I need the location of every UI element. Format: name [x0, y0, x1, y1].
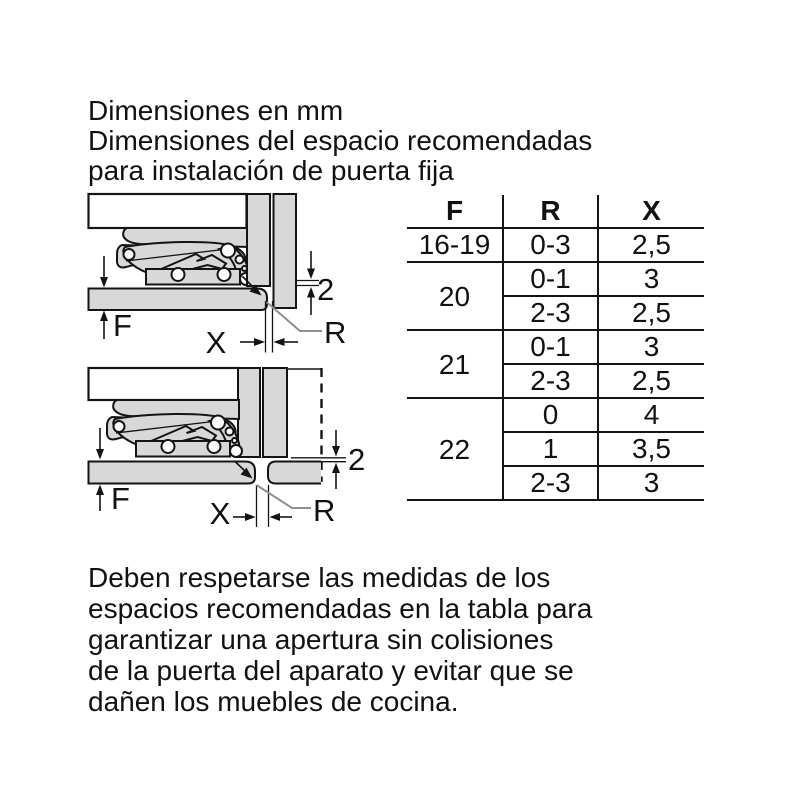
- cell-f: 20: [407, 262, 503, 330]
- arrow-down-icon: [307, 269, 315, 280]
- dimensions-table: [407, 195, 704, 501]
- cell-x: 3: [598, 466, 704, 500]
- cell-r: 0-1: [503, 330, 598, 364]
- arrow-down-icon: [332, 446, 340, 457]
- arrow-left-icon: [274, 338, 285, 346]
- appliance-door-panel: [238, 368, 260, 457]
- arrow-down-icon: [96, 449, 104, 460]
- table-header-r: R: [503, 195, 598, 228]
- cell-r: 0-1: [503, 262, 598, 296]
- cell-r: 0-3: [503, 228, 598, 262]
- cell-x: 3,5: [598, 432, 704, 466]
- note-line-2: espacios recomendadas en la tabla para: [88, 593, 593, 624]
- note-line-4: de la puerta del aparato y evitar que se: [88, 655, 574, 686]
- fixed-door-panel: [263, 368, 287, 457]
- table-row: [407, 398, 704, 432]
- cabinet-panel: [89, 194, 247, 228]
- title-line-3: para instalación de puerta fija: [88, 155, 454, 186]
- arrow-left-icon: [270, 513, 281, 521]
- dim-label-gap: 2: [348, 442, 366, 477]
- dim-label-x: X: [205, 325, 227, 360]
- diagram-bottom: [89, 368, 366, 531]
- cell-x: 4: [598, 398, 704, 432]
- arrow-right-icon: [245, 513, 256, 521]
- note-line-3: garantizar una apertura sin colisiones: [88, 624, 554, 655]
- arrow-up-icon: [100, 311, 108, 322]
- cell-x: 3: [598, 262, 704, 296]
- cabinet-panel: [89, 368, 239, 400]
- arrow-up-icon: [307, 287, 315, 298]
- cell-r: 2-3: [503, 364, 598, 398]
- diagram-top: [89, 194, 347, 360]
- arrow-right-icon: [254, 338, 265, 346]
- cell-x: 2,5: [598, 228, 704, 262]
- adjacent-front-panel: [268, 462, 321, 484]
- appliance-door-panel: [247, 194, 270, 286]
- table-header-x: X: [598, 195, 704, 228]
- cell-r: 2-3: [503, 466, 598, 500]
- cell-f: 16-19: [407, 228, 503, 262]
- dim-label-gap: 2: [317, 272, 335, 307]
- dim-label-f: F: [111, 481, 130, 516]
- arrow-up-icon: [332, 463, 340, 473]
- table-header-f: F: [407, 195, 503, 228]
- note-paragraph: [88, 562, 592, 717]
- fixed-door-panel: [274, 194, 297, 308]
- page-title: [88, 96, 592, 186]
- arrow-down-icon: [100, 277, 108, 288]
- note-line-5: dañen los muebles de cocina.: [88, 686, 459, 717]
- table-row: [407, 262, 704, 296]
- cell-f: 22: [407, 398, 503, 500]
- cell-r: 1: [503, 432, 598, 466]
- dim-label-x: X: [209, 496, 231, 531]
- dim-label-r: R: [324, 315, 347, 350]
- table-row: [407, 228, 704, 262]
- cell-r: 2-3: [503, 296, 598, 330]
- radius-leader-line: [257, 485, 312, 508]
- dim-label-r: R: [313, 493, 336, 528]
- hinge-diagrams: [75, 180, 385, 545]
- arrow-up-icon: [96, 485, 104, 496]
- cell-f: 21: [407, 330, 503, 398]
- title-line-2: Dimensiones del espacio recomendadas: [88, 125, 593, 156]
- cell-r: 0: [503, 398, 598, 432]
- title-line-1: Dimensiones en mm: [88, 95, 344, 126]
- table-row: [407, 330, 704, 364]
- cell-x: 2,5: [598, 296, 704, 330]
- table-header-row: [407, 195, 704, 228]
- cell-x: 3: [598, 330, 704, 364]
- cell-x: 2,5: [598, 364, 704, 398]
- furniture-front-panel: [89, 289, 268, 311]
- note-line-1: Deben respetarse las medidas de los: [88, 562, 551, 593]
- dim-label-f: F: [113, 308, 132, 343]
